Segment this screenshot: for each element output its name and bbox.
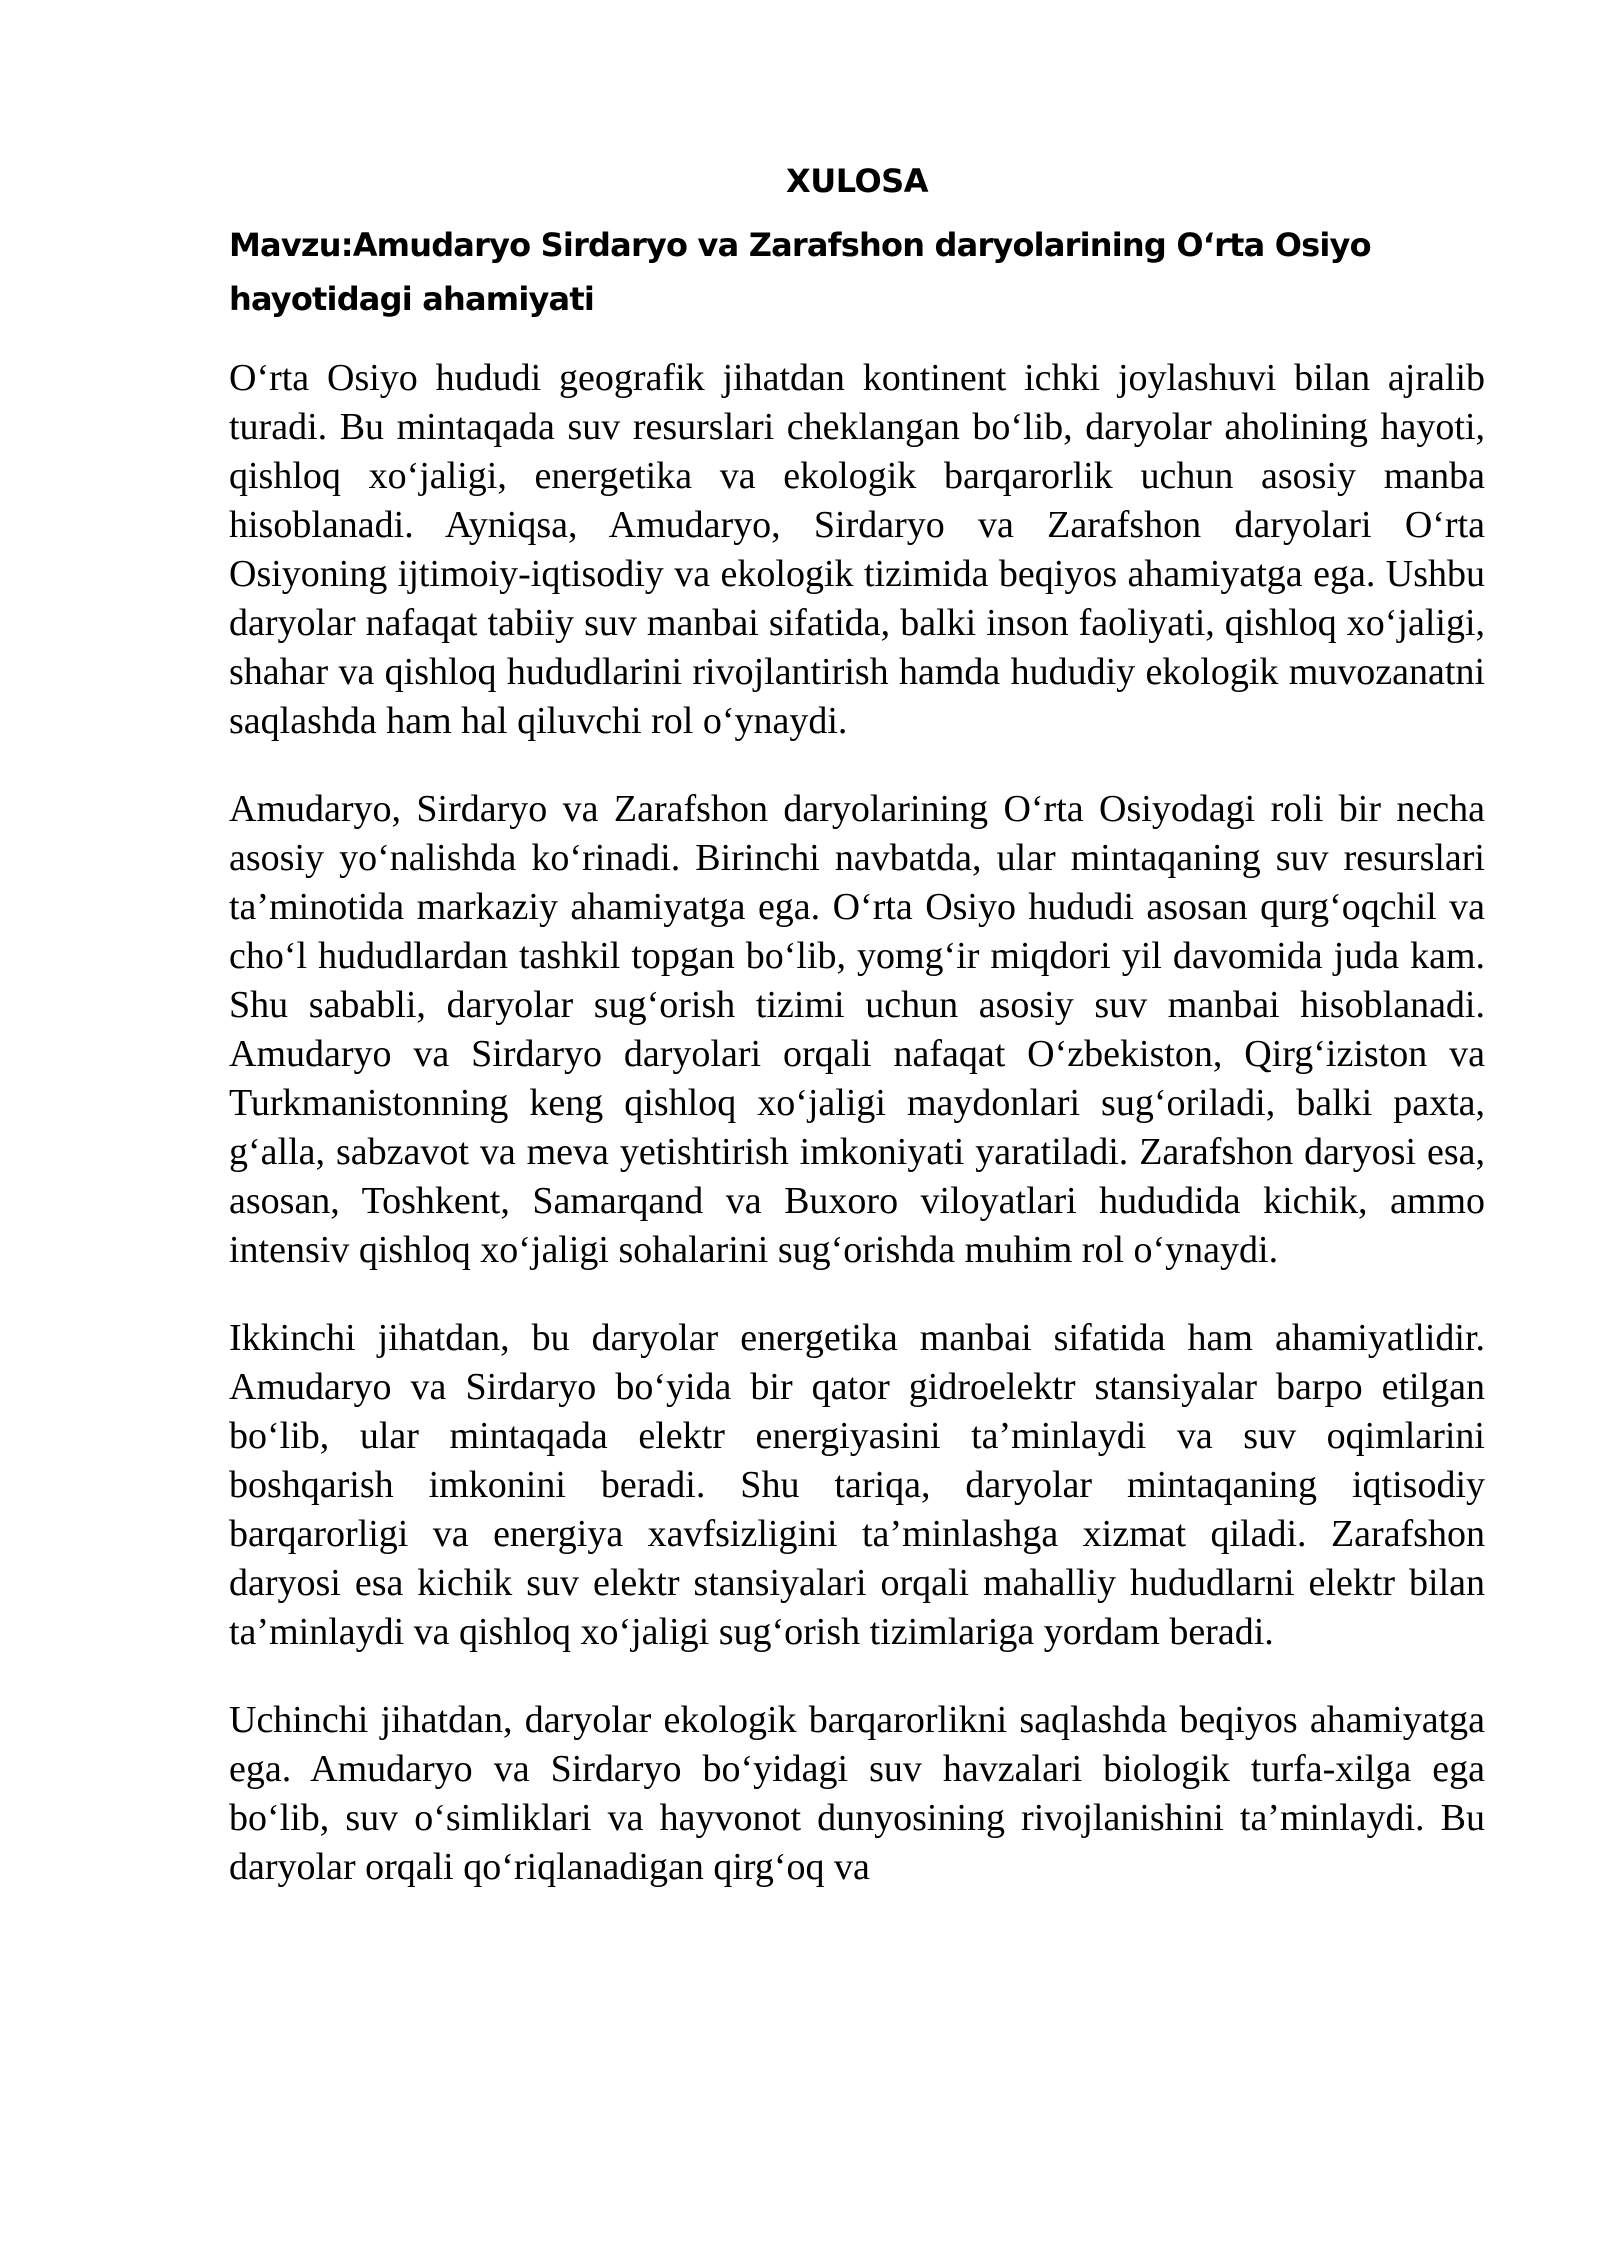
paragraph-4: Uchinchi jihatdan, daryolar ekologik barqarorlikni saqlashda beqiyos ahamiyatga ega. Amudaryo va Sirdaryo bo‘yidagi suv havzalari biologik turfa-xilga ega bo‘lib, suv o‘simliklari va hayvonot dunyosining rivojlanishini ta’minlaydi. Bu daryolar orqali qo‘riqlanadigan qirg‘oq va xyxy=(229,1699,1485,1888)
document-subject: Mavzu:Amudaryo Sirdaryo va Zarafshon daryolarining O‘rta Osiyo hayotidagi ahamiyati xyxy=(229,226,1371,318)
document-body xyxy=(229,150,1485,1892)
paragraph-3: Ikkinchi jihatdan, bu daryolar energetika manbai sifatida ham ahamiyatlidir. Amudaryo va Sirdaryo bo‘yida bir qator gidroelektr stansiyalar barpo etilgan bo‘lib, ular mintaqada elektr energiyasini ta’minlaydi va suv oqimlarini boshqarish imkonini beradi. Shu tariqa, daryolar mintaqaning iqtisodiy barqarorligi va energiya xavfsizligini ta’minlashga xizmat qiladi. Zarafshon daryosi esa kichik suv elektr stansiyalari orqali mahalliy hududlarni elektr bilan ta’minlaydi va qishloq xo‘jaligi sug‘orish tizimlariga yordam beradi. xyxy=(229,1317,1485,1653)
paragraph-1: O‘rta Osiyo hududi geografik jihatdan kontinent ichki joylashuvi bilan ajralib turadi. Bu mintaqada suv resurslari cheklangan bo‘lib, daryolar aholining hayoti, qishloq xo‘jaligi, energetika va ekologik barqarorlik uchun asosiy manba hisoblanadi. Ayniqsa, Amudaryo, Sirdaryo va Zarafshon daryolari O‘rta Osiyoning ijtimoiy-iqtisodiy va ekologik tizimida beqiyos ahamiyatga ega. Ushbu daryolar nafaqat tabiiy suv manbai sifatida, balki inson faoliyati, qishloq xo‘jaligi, shahar va qishloq hududlarini rivojlantirish hamda hududiy ekologik muvozanatni saqlashda ham hal qiluvchi rol o‘ynaydi. xyxy=(229,357,1485,742)
document-title: XULOSA xyxy=(786,162,928,200)
paragraph-2: Amudaryo, Sirdaryo va Zarafshon daryolarining O‘rta Osiyodagi roli bir necha asosiy yo‘nalishda ko‘rinadi. Birinchi navbatda, ular mintaqaning suv resurslari ta’minotida markaziy ahamiyatga ega. O‘rta Osiyo hududi asosan qurg‘oqchil va cho‘l hududlardan tashkil topgan bo‘lib, yomg‘ir miqdori yil davomida juda kam. Shu sababli, daryolar sug‘orish tizimi uchun asosiy suv manbai hisoblanadi. Amudaryo va Sirdaryo daryolari orqali nafaqat O‘zbekiston, Qirg‘iziston va Turkmanistonning keng qishloq xo‘jaligi maydonlari sug‘oriladi, balki paxta, g‘alla, sabzavot va meva yetishtirish imkoniyati yaratiladi. Zarafshon daryosi esa, asosan, Toshkent, Samarqand va Buxoro viloyatlari hududida kichik, ammo intensiv qishloq xo‘jaligi sohalarini sug‘orishda muhim rol o‘ynaydi. xyxy=(229,788,1485,1271)
